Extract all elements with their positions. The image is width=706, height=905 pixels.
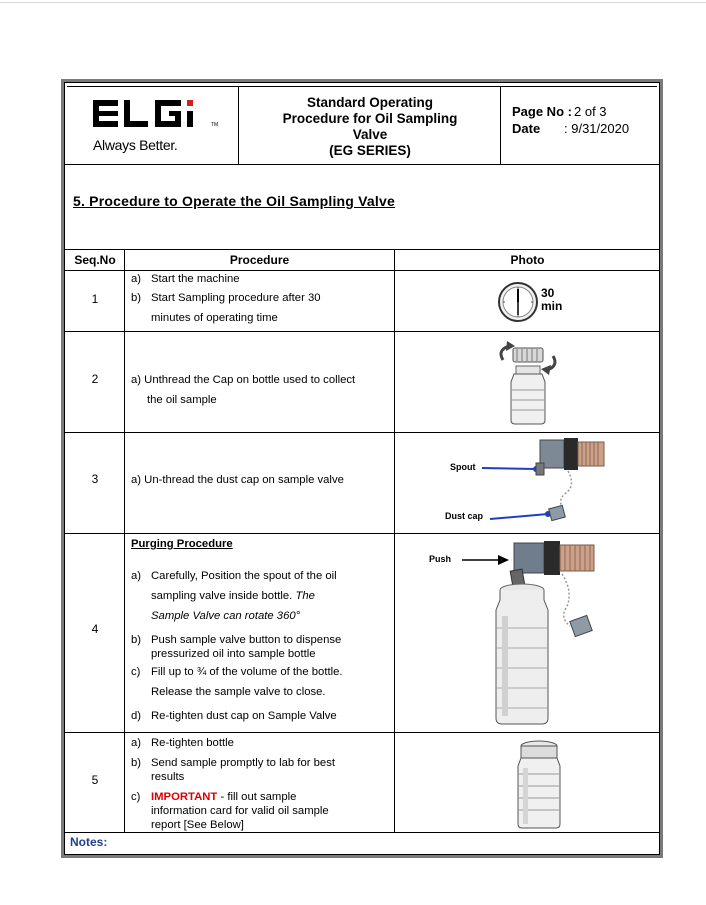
title-line-1: Standard Operating [306,95,433,110]
procedure-line: pressurized oil into sample bottle [151,648,316,660]
seq-number: 5 [91,773,99,787]
step-marker: d) [131,710,142,722]
procedure-line [151,590,315,603]
elgi-logo-mark [93,98,213,130]
title-line-4: (EG SERIES) [329,143,411,158]
page-info [512,104,629,136]
step-note: The [295,590,315,602]
logo-red-dot [187,100,193,106]
step-text: Re-tighten dust cap on Sample Valve [151,710,337,722]
procedure-line [131,791,296,804]
table-top-line [64,249,660,250]
date-label: Date [512,121,541,136]
procedure-line: minutes of operating time [151,312,278,324]
row-1-bottom [64,331,660,332]
push-label: Push [429,554,452,564]
step-marker: c) [131,666,141,678]
header-bottom-line [64,164,660,165]
procedure-line [131,737,234,750]
important-label: IMPORTANT [151,791,218,803]
step-marker: c) [131,791,141,803]
seq-number: 1 [91,292,99,306]
procedure-line [131,570,337,583]
procedure-line: the oil sample [147,394,217,406]
step-marker: a) [131,570,142,582]
procedure-line: report [See Below] [151,819,244,831]
notes-label: Notes: [70,835,108,849]
dust-cap-label: Dust cap [445,511,484,521]
step-text: Start the machine [151,273,240,285]
document-title [240,95,500,159]
bottle-cap-unthread-icon [493,338,563,431]
step-marker: b) [131,757,142,769]
step-marker: b) [131,292,142,304]
spout-label: Spout [450,462,476,472]
step-text: sampling valve inside bottle. [151,590,293,602]
valve-into-bottle-icon [492,538,612,733]
clock-icon [496,280,540,329]
photo-column-divider [394,249,395,832]
procedure-line: a) Unthread the Cap on bottle used to collect [131,374,356,386]
elgi-logo [93,98,213,135]
col-header-procedure: Procedure [229,253,290,267]
seq-number: 2 [91,372,99,386]
seq-number: 4 [91,622,99,636]
step-text: Fill up to ¾ of the volume of the bottle. [151,666,343,678]
sampling-valve-icon [480,435,610,535]
step-marker: a) [131,273,142,285]
procedure-line: a) Un-thread the dust cap on sample valve [131,474,344,486]
top-divider [0,2,706,3]
header-top-line [67,86,657,87]
sample-bottle-icon [514,738,564,835]
procedure-line: Release the sample valve to close. [151,686,326,698]
clock-label [541,287,562,313]
step-marker: b) [131,634,142,646]
procedure-line [131,666,343,679]
procedure-line: results [151,771,185,783]
row-5-bottom [64,832,660,833]
procedure-note: Sample Valve can rotate 360° [151,610,301,622]
col-header-seq: Seq.No [74,253,116,267]
step-text: - fill out sample [220,791,297,803]
step-text: Push sample valve button to dispense [151,634,342,646]
purging-heading: Purging Procedure [131,538,233,550]
page-no-value: 2 of 3 [574,104,607,119]
section-title: 5. Procedure to Operate the Oil Sampling Valve [73,193,395,209]
step-text: Re-tighten bottle [151,737,234,749]
procedure-line [131,273,240,286]
procedure-line [131,292,321,305]
clock-label-number: 30 [541,286,555,300]
step-marker: a) [131,737,142,749]
clock-label-unit: min [541,299,563,313]
logo-tagline: Always Better. [93,137,178,153]
title-line-3: Valve [352,127,388,142]
header-divider-1 [238,86,239,164]
table-header-line [64,270,660,271]
procedure-line: information card for valid oil sample [151,805,329,817]
row-2-bottom [64,432,660,433]
date-value: : 9/31/2020 [564,121,630,136]
step-text: Send sample promptly to lab for best [151,757,335,769]
procedure-line [131,710,337,723]
title-line-2: Procedure for Oil Sampling [282,111,458,126]
header-divider-2 [500,86,501,164]
page-no-label: Page No : [512,104,572,119]
procedure-line [131,634,341,647]
step-text: Carefully, Position the spout of the oil [151,570,337,582]
logo-trademark: TM [211,122,219,128]
seq-column-divider [124,249,125,832]
step-text: Start Sampling procedure after 30 [151,292,321,304]
procedure-line [131,757,335,770]
col-header-photo: Photo [510,253,545,267]
seq-number: 3 [91,472,99,486]
